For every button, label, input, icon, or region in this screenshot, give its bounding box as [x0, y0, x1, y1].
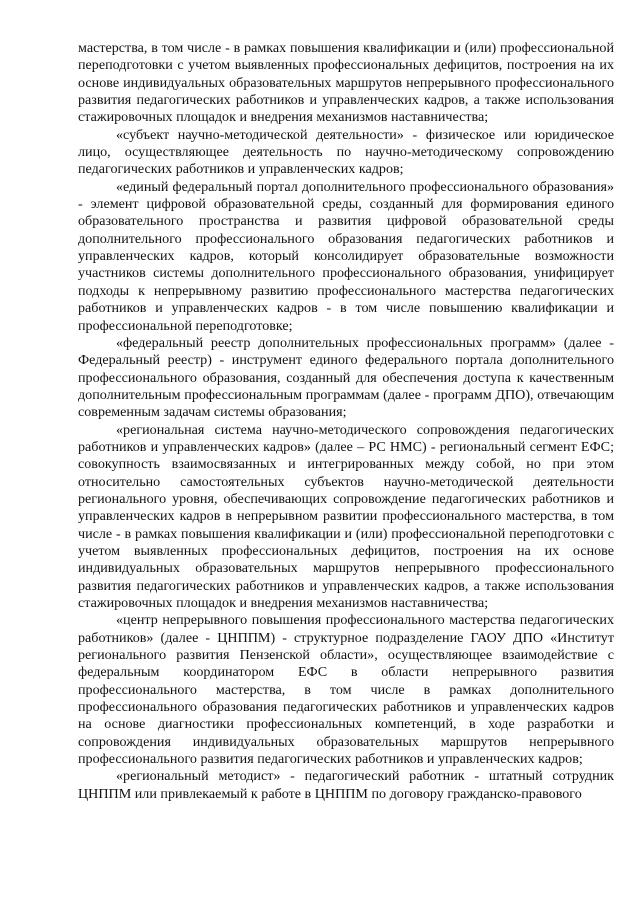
paragraph-center-definition: «центр непрерывного повышения профессионального мастерства педагогических работников» (далее - ЦНППМ) - структурное подразделение ГАОУ ДПО «Институт регионального развития Пензенской области», осуществляющее взаимодействие с федеральным координатором ЕФС в области непрерывного развития профессионального мастерства, в том числе в рамках дополнительного профессионального образования педагогических работников и управленческих кадров на основе диагностики профессиональных компетенций, в ходе разработки и сопровождения индивидуальных образовательных маршрутов непрерывного профессионального развития педагогических работников и управленческих кадров;: [78, 612, 614, 768]
paragraph-continuation: мастерства, в том числе - в рамках повышения квалификации и (или) профессиональной переподготовки с учетом выявленных профессиональных дефицитов, построения на их основе индивидуальных образовательных маршрутов непрерывного профессионального развития педагогических работников и управленческих кадров, а также использования стажировочных площадок и внедрения механизмов наставничества;: [78, 40, 614, 126]
paragraph-regional-system-definition: «региональная система научно-методического сопровождения педагогических работников и управленческих кадров» (далее – РС НМС) - региональный сегмент ЕФС; совокупность взаимосвязанных и интегрированных между собой, но при этом относительно самостоятельных субъектов научно-методической деятельности регионального уровня, обеспечивающих сопровождение педагогических работников и управленческих кадров в непрерывном развитии профессионального мастерства, в том числе - в рамках повышения квалификации и (или) профессиональной переподготовки с учетом выявленных профессиональных дефицитов, построения на их основе индивидуальных образовательных маршрутов непрерывного профессионального развития педагогических работников и управленческих кадров, а также использования стажировочных площадок и внедрения механизмов наставничества;: [78, 421, 614, 611]
paragraph-federal-portal-definition: «единый федеральный портал дополнительного профессионального образования» - элемент цифровой образовательной среды, созданный для формирования единого образовательного пространства и развития цифровой образовательной среды дополнительного профессионального образования педагогических работников и управленческих кадров, который консолидирует образовательные возможности участников системы дополнительного профессионального образования, унифицирует подходы к непрерывному развитию профессионального мастерства педагогических работников и управленческих кадров - в том числе повышению квалификации и профессиональной переподготовке;: [78, 178, 614, 334]
document-page: [78, 40, 614, 803]
paragraph-federal-registry-definition: «федеральный реестр дополнительных профессиональных программ» (далее - Федеральный реестр) - инструмент единого федерального портала дополнительного профессионального образования, созданный для обеспечения доступа к качественным дополнительным профессиональным программам (далее - программ ДПО), отвечающим современным задачам системы образования;: [78, 334, 614, 421]
paragraph-regional-methodist-definition: «региональный методист» - педагогический работник - штатный сотрудник ЦНППМ или привлекаемый к работе в ЦНППМ по договору гражданско-правового: [78, 768, 614, 802]
paragraph-subject-definition: «субъект научно-методической деятельности» - физическое или юридическое лицо, осуществляющее деятельность по научно-методическому сопровождению педагогических работников и управленческих кадров;: [78, 126, 614, 178]
